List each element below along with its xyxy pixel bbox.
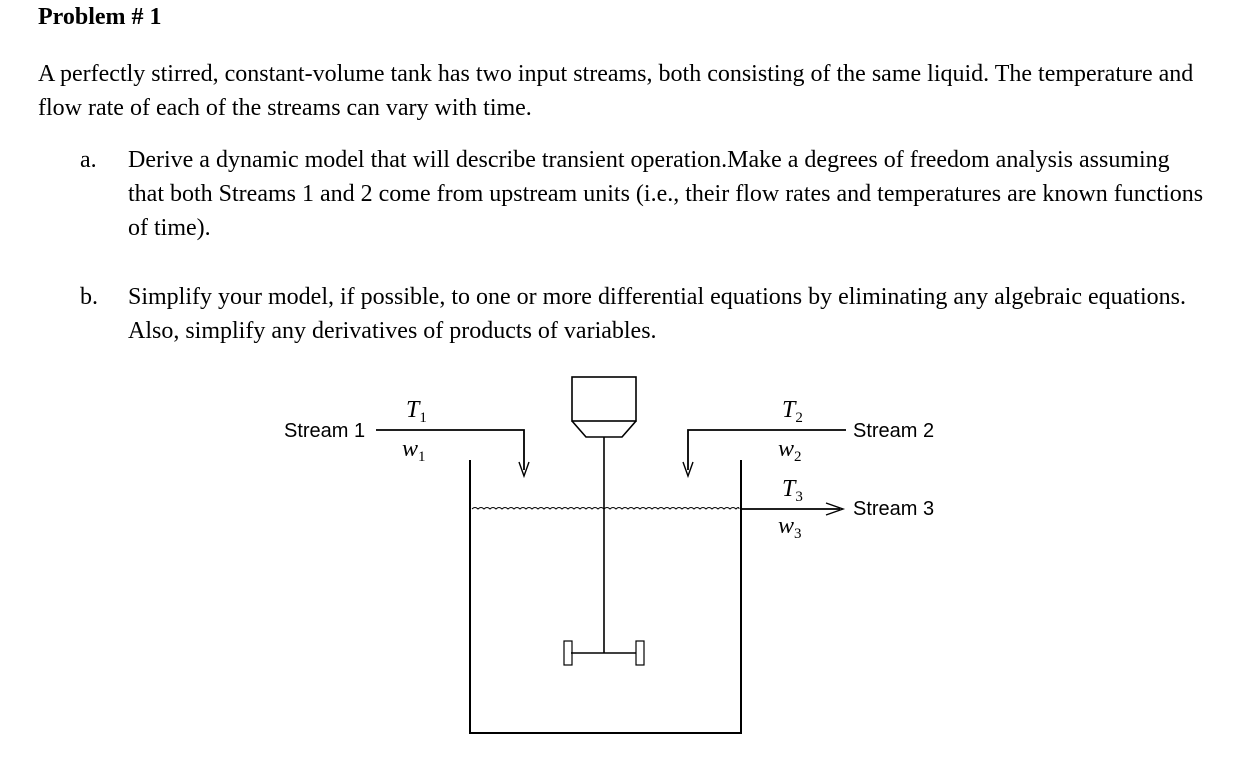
- stream1-pipe: [376, 430, 524, 470]
- item-text: Derive a dynamic model that will describe transient operation.Make a degrees of freedom analysis assuming that both Streams 1 and 2 come from upstream units (i.e., their flow rates and temperatures are known functions of time).: [128, 147, 1204, 241]
- stream2-temperature: $T_2$: [782, 397, 803, 426]
- stream1-flow: $w_1$: [402, 436, 426, 465]
- agitator-motor: [572, 377, 636, 421]
- stream2-pipe: [688, 430, 846, 470]
- stream2-label: Stream 2: [853, 420, 935, 442]
- stream2-flow: $w_2$: [778, 436, 802, 465]
- liquid-surface: [472, 508, 739, 510]
- stream3-temperature: $T_3$: [782, 476, 803, 505]
- item-text: Simplify your model, if possible, to one or more differential equations by eliminating any algebraic equations. Also, simplify any derivatives of products of variables.: [128, 284, 1186, 344]
- stream1-label: Stream 1: [284, 420, 366, 442]
- item-marker: b.: [80, 284, 98, 310]
- impeller-blade-right: [636, 641, 644, 665]
- tank-outline: [470, 460, 741, 733]
- problem-title: Problem # 1: [38, 4, 162, 30]
- stream3-flow: $w_3$: [778, 513, 802, 542]
- item-marker: a.: [80, 147, 97, 173]
- stream1-temperature: $T_1$: [406, 397, 427, 426]
- motor-base: [572, 421, 636, 437]
- problem-intro: A perfectly stirred, constant-volume tank has two input streams, both consisting of the same liquid. The temperature and flow rate of each of the streams can vary with time.: [38, 61, 1194, 121]
- impeller-blade-left: [564, 641, 572, 665]
- stream3-label: Stream 3: [853, 498, 935, 520]
